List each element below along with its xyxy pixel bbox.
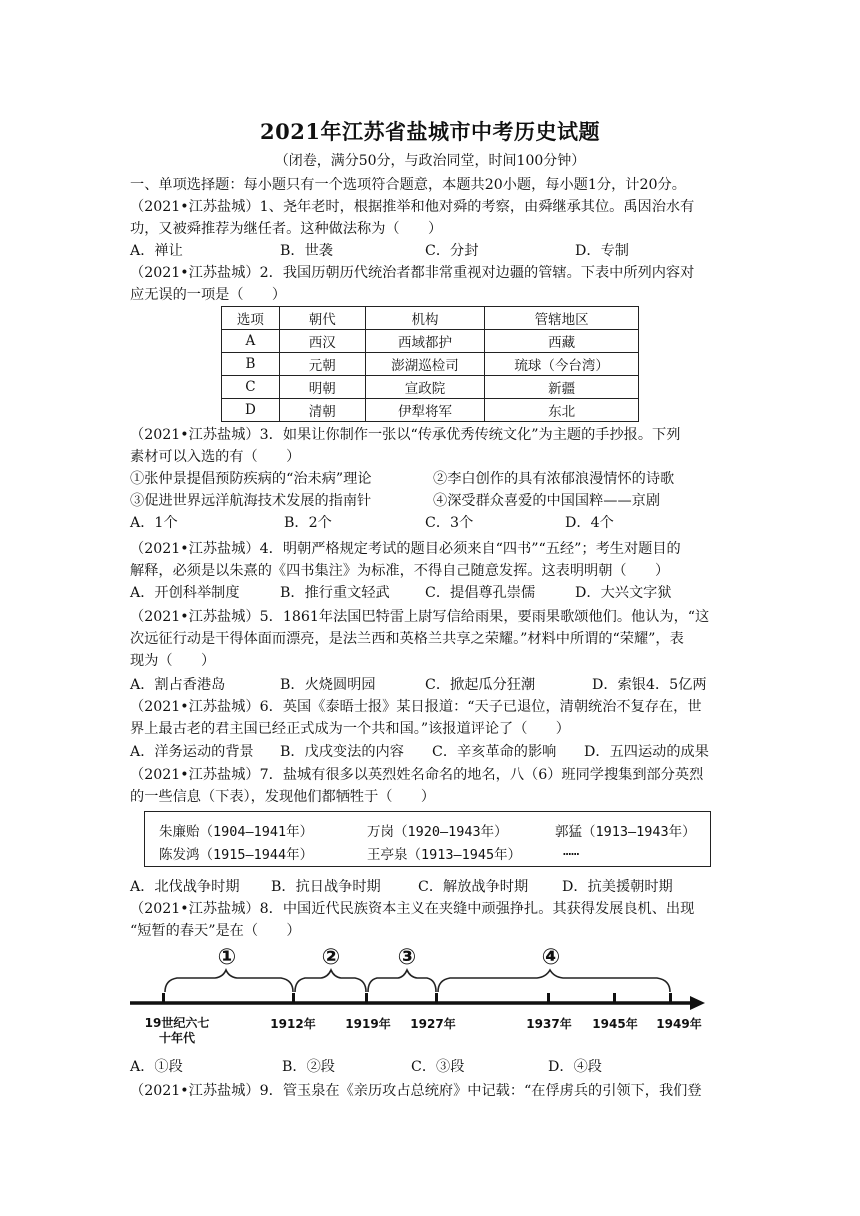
table-cell: A	[222, 330, 280, 353]
material-item: ①张仲景提倡预防疾病的“治未病”理论	[130, 471, 372, 487]
section-heading: 一、单项选择题：每小题只有一个选项符合题意，本题共20小题，每小题1分，计20分。	[130, 177, 686, 193]
question-text: 应无误的一项是（ ）	[130, 287, 287, 303]
option-d: D．大兴文字狱	[575, 585, 672, 601]
timeline-tick	[292, 993, 295, 1003]
timeline-figure	[125, 940, 710, 1050]
table-cell: 东北	[485, 399, 639, 422]
tick-label: 十年代	[158, 1031, 196, 1045]
option-d: D．五四运动的成果	[584, 744, 709, 760]
table-cell: 清朝	[279, 399, 365, 422]
table-cell: 伊犁将军	[365, 399, 485, 422]
exam-subtitle: （闭卷，满分50分，与政治同堂，时间100分钟）	[274, 153, 586, 169]
table-row	[222, 376, 639, 399]
tick-label: 1919年	[345, 1017, 391, 1031]
tick-label: 1949年	[656, 1017, 702, 1031]
segment-brace-3	[368, 970, 436, 992]
option-d: D．抗美援朝时期	[562, 879, 673, 895]
timeline-tick	[669, 993, 672, 1003]
timeline-arrowhead	[690, 996, 705, 1010]
option-b: B．世袭	[280, 243, 333, 259]
option-b: B．火烧圆明园	[280, 677, 376, 693]
question-text: （2021•江苏盐城）7．盐城有很多以英烈姓名命名的地名，八（6）班同学搜集到部分英烈	[130, 767, 704, 783]
table-cell: 琉球（今台湾）	[485, 353, 639, 376]
question-text: 界上最古老的君主国已经正式成为一个共和国。”该报道评论了（ ）	[130, 721, 570, 737]
segment-brace-1	[165, 970, 293, 992]
option-a: A．北伐战争时期	[130, 879, 240, 895]
question-text: 素材可以入选的有（ ）	[130, 449, 301, 465]
timeline-tick	[162, 993, 165, 1003]
tick-label: 1912年	[270, 1017, 316, 1031]
table-cell: D	[222, 399, 280, 422]
table-cell: C	[222, 376, 280, 399]
option-c: C．解放战争时期	[418, 879, 529, 895]
question-text: 的一些信息（下表），发现他们都牺牲于（ ）	[130, 789, 436, 805]
martyr-entry: 陈发鸿（1915—1944年）	[159, 847, 314, 863]
question-text: （2021•江苏盐城）5．1861年法国巴特雷上尉写信给雨果，要雨果歌颂他们。他认为，“这	[130, 609, 710, 625]
question-text: （2021•江苏盐城）6．英国《泰晤士报》某日报道：“天子已退位，清朝统治不复存在，世	[130, 699, 702, 715]
segment-brace-2	[295, 970, 366, 992]
option-d: D．4个	[565, 515, 614, 531]
option-c: C．掀起瓜分狂潮	[425, 677, 536, 693]
table-header-cell: 管辖地区	[485, 307, 639, 330]
timeline-tick	[613, 993, 616, 1003]
option-a: A．①段	[130, 1059, 183, 1075]
table-row	[222, 399, 639, 422]
material-item: ④深受群众喜爱的中国国粹——京剧	[433, 493, 661, 509]
segment-label-1: ①	[217, 945, 237, 970]
tick-label: 19世纪六七	[144, 1016, 210, 1030]
table-cell: 西藏	[485, 330, 639, 353]
table-header-cell: 朝代	[279, 307, 365, 330]
option-a: A．1个	[130, 515, 178, 531]
question-text: 次远征行动是干得体面而漂亮，是法兰西和英格兰共享之荣耀。”材料中所谓的“荣耀”，表	[130, 631, 684, 647]
martyr-entry: 朱廉贻（1904—1941年）	[159, 824, 314, 840]
table-cell: 西域都护	[365, 330, 485, 353]
option-c: C．提倡尊孔崇儒	[425, 585, 536, 601]
tick-label: 1945年	[592, 1017, 638, 1031]
table-header-cell: 选项	[222, 307, 280, 330]
table-cell: 澎湖巡检司	[365, 353, 485, 376]
table-row	[222, 353, 639, 376]
option-c: C．③段	[411, 1059, 465, 1075]
segment-label-4: ④	[541, 945, 561, 970]
tick-label: 1937年	[526, 1017, 572, 1031]
question-text: （2021•江苏盐城）9．管玉泉在《亲历攻占总统府》中记载：“在俘虏兵的引领下，我们登	[130, 1083, 702, 1099]
option-b: B．戊戌变法的内容	[280, 744, 404, 760]
table-cell: 明朝	[279, 376, 365, 399]
border-jurisdiction-table	[221, 306, 639, 422]
option-c: C．辛亥革命的影响	[432, 744, 557, 760]
martyr-entry: 王亭泉（1913—1945年）	[367, 847, 522, 863]
martyr-entry-ellipsis: ……	[563, 843, 580, 859]
question-text: “短暂的春天”是在（ ）	[130, 923, 301, 939]
question-text: （2021•江苏盐城）8．中国近代民族资本主义在夹缝中顽强挣扎。其获得发展良机、出现	[130, 901, 695, 917]
segment-brace-4	[438, 970, 670, 992]
option-a: A．洋务运动的背景	[130, 744, 254, 760]
martyr-entry: 郭猛（1913—1943年）	[555, 824, 696, 840]
question-text: （2021•江苏盐城）4．明朝严格规定考试的题目必须来自“四书”“五经”；考生对题目的	[130, 541, 681, 557]
option-b: B．推行重文轻武	[280, 585, 390, 601]
timeline-tick	[435, 993, 438, 1003]
martyr-entry: 万岗（1920—1943年）	[367, 824, 508, 840]
question-text: （2021•江苏盐城）1、尧年老时，根据推举和他对舜的考察，由舜继承其位。禹因治水有	[130, 199, 695, 215]
question-text: （2021•江苏盐城）3．如果让你制作一张以“传承优秀传统文化”为主题的手抄报。下列	[130, 427, 681, 443]
table-cell: 西汉	[279, 330, 365, 353]
martyrs-info-box	[144, 811, 711, 867]
timeline-tick	[365, 993, 368, 1003]
page-title: 2021年江苏省盐城市中考历史试题	[260, 119, 600, 144]
option-a: A．割占香港岛	[130, 677, 226, 693]
option-d: D．④段	[548, 1059, 602, 1075]
tick-label: 1927年	[410, 1017, 456, 1031]
material-item: ③促进世界远洋航海技术发展的指南针	[130, 493, 372, 509]
question-text: 现为（ ）	[130, 653, 216, 669]
option-b: B．抗日战争时期	[271, 879, 381, 895]
segment-label-2: ②	[321, 945, 341, 970]
table-header-row	[222, 307, 639, 330]
option-c: C．3个	[425, 515, 474, 531]
table-cell: 元朝	[279, 353, 365, 376]
table-cell: B	[222, 353, 280, 376]
material-item: ②李白创作的具有浓郁浪漫情怀的诗歌	[433, 471, 675, 487]
option-a: A．禅让	[130, 243, 183, 259]
table-cell: 宣政院	[365, 376, 485, 399]
table-row	[222, 330, 639, 353]
option-d: D．专制	[575, 243, 629, 259]
option-b: B．②段	[282, 1059, 335, 1075]
option-c: C．分封	[425, 243, 479, 259]
question-text: 解释，必须是以朱熹的《四书集注》为标准，不得自己随意发挥。这表明明朝（ ）	[130, 563, 670, 579]
option-a: A．开创科举制度	[130, 585, 240, 601]
question-text: （2021•江苏盐城）2．我国历朝历代统治者都非常重视对边疆的管辖。下表中所列内容对	[130, 265, 695, 281]
question-text: 功，又被舜推荐为继任者。这种做法称为（ ）	[130, 221, 443, 237]
option-b: B．2个	[284, 515, 332, 531]
timeline-tick	[547, 993, 550, 1003]
option-d: D．索银4．5亿两	[592, 677, 707, 693]
segment-label-3: ③	[397, 945, 417, 970]
table-header-cell: 机构	[365, 307, 485, 330]
table-cell: 新疆	[485, 376, 639, 399]
